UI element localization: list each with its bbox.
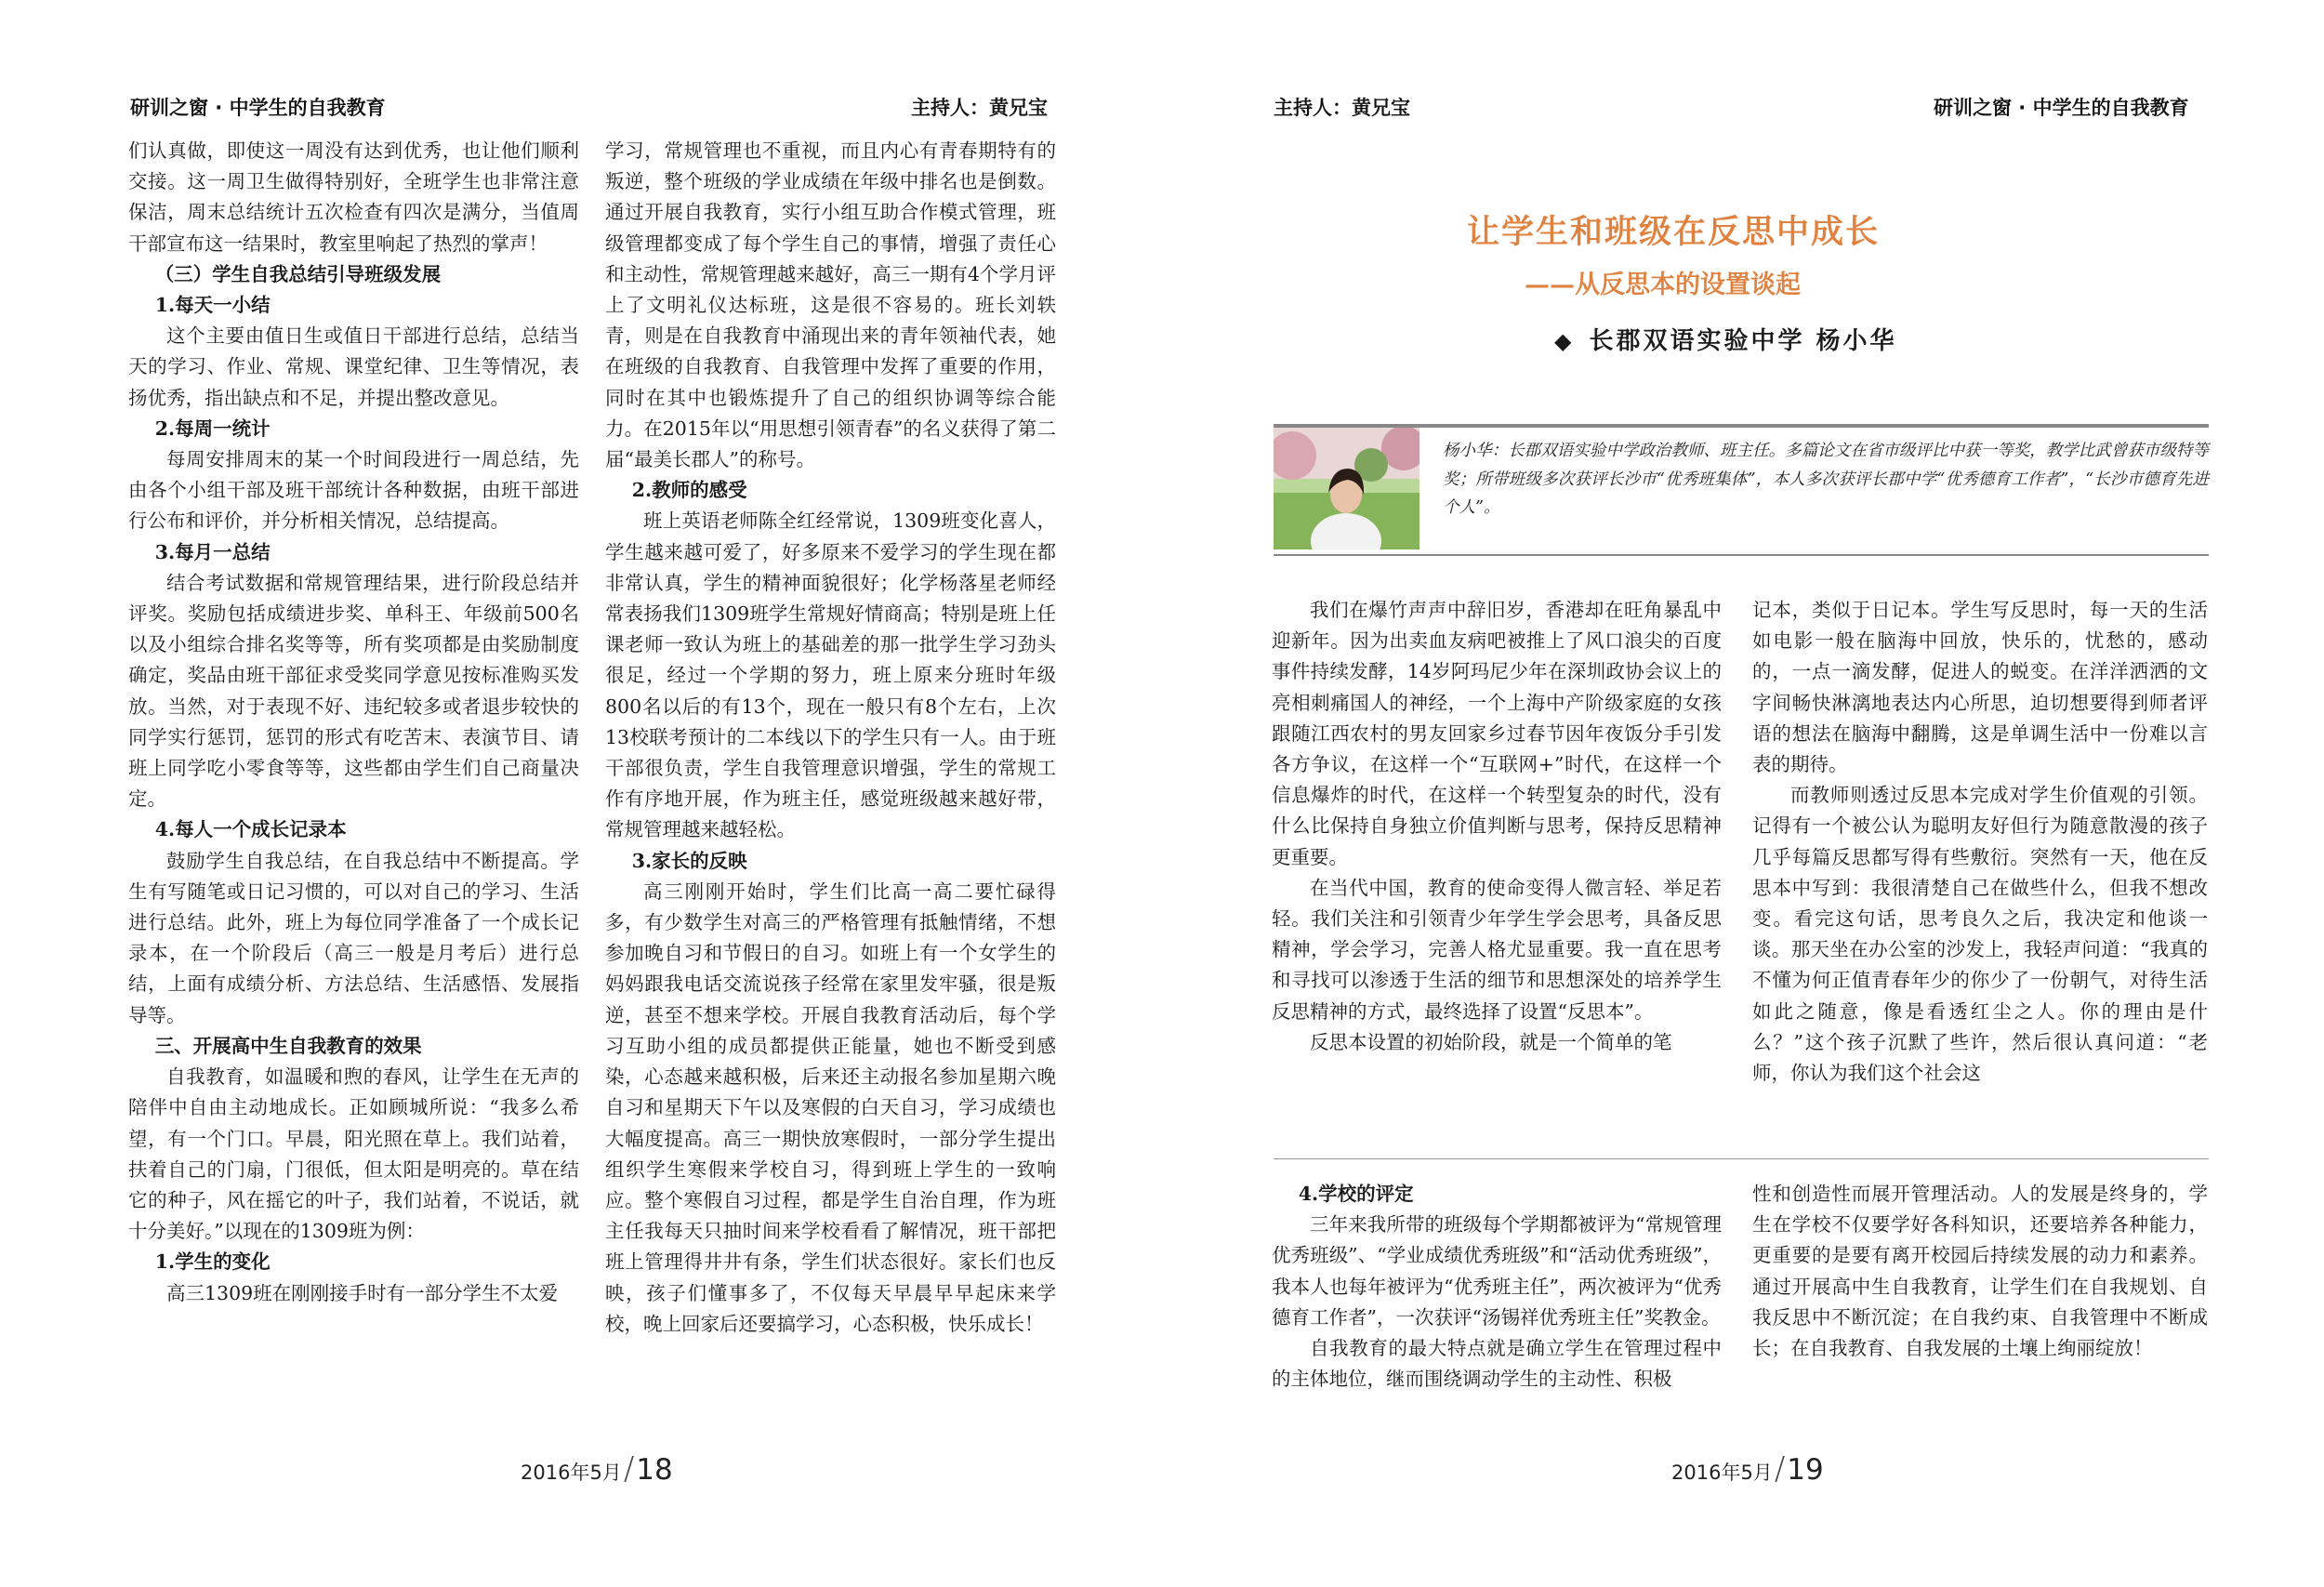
folio-date: 2016年5月 [521, 1461, 622, 1484]
subheading: 4.学校的评定 [1298, 1183, 1414, 1205]
article-title: 让学生和班级在反思中成长 [1466, 213, 1880, 251]
column-divider-rule [1274, 1158, 2209, 1159]
paragraph: 性和创造性而展开管理活动。人的发展是终身的，学生在学校不仅要学好各科知识，还要培养各种能力，更重要的是要有离开校园后持续发展的动力和素养。通过开展高中生自我教育，让学生们在自我规划、自我反思中不断沉淀；在自我约束、自我管理中不断成长；在自我教育、自我发展的土壤上绚丽绽放！ [1752, 1183, 2208, 1360]
right-page-column-4 [1752, 1179, 2208, 1364]
author-photo [1274, 428, 1419, 549]
paragraph: 在当代中国，教育的使命变得人微言轻、举足若轻。我们关注和引领青少年学生学会思考，具备反思精神，学会学习，完善人格尤显重要。我一直在思考和寻找可以渗透于生活的细节和思想深处的培养学生反思精神的方式，最终选择了设置“反思本”。 [1272, 876, 1722, 1023]
paragraph: 记本，类似于日记本。学生写反思时，每一天的生活如电影一般在脑海中回放，快乐的，忧愁的，感动的，一点一滴发酵，促进人的蜕变。在洋洋洒洒的文字间畅快淋漓地表达内心所思，迫切想要得到师者评语的想法在脑海中翻腾，这是单调生活中一份难以言表的期待。 [1752, 599, 2208, 776]
folio-date: 2016年5月 [1671, 1461, 1773, 1484]
left-page-column-1 [128, 136, 579, 1309]
article-subtitle: ——从反思本的设置谈起 [1525, 271, 1801, 299]
folio-page-number: 18 [636, 1453, 673, 1487]
folio-slash: / [623, 1450, 635, 1488]
left-page-column-2 [605, 136, 1056, 1340]
paragraph: 每周安排周末的某一个时间段进行一周总结，先由各个小组干部及班干部统计各种数据，由班干部进行公布和评价，并分析相关情况，总结提高。 [128, 448, 579, 533]
section-heading: （三）学生自我总结引导班级发展 [154, 262, 442, 285]
paragraph: 三年来我所带的班级每个学期都被评为“常规管理优秀班级”、“学业成绩优秀班级”和“活动优秀班级”，我本人也每年被评为“优秀班主任”，两次被评为“优秀德育工作者”，一次获评“汤锡祥优秀班主任”奖教金。 [1272, 1213, 1722, 1329]
diamond-bullet-icon: ◆ [1554, 327, 1575, 354]
folio-page-number: 19 [1787, 1453, 1824, 1487]
subheading: 3.家长的反映 [631, 849, 747, 872]
running-header-host: 主持人：黄兄宝 [1274, 97, 1410, 119]
paragraph: 结合考试数据和常规管理结果，进行阶段总结并评奖。奖励包括成绩进步奖、单科王、年级前500名以及小组综合排名奖等等，所有奖项都是由奖励制度确定，奖品由班干部征求受奖同学意见按标准购买发放。当然，对于表现不好、违纪较多或者退步较快的同学实行惩罚，惩罚的形式有吃苦末、表演节目、请班上同学吃小零食等等，这些都由学生们自己商量决定。 [128, 571, 579, 811]
paragraph: 学习，常规管理也不重视，而且内心有青春期特有的叛逆，整个班级的学业成绩在年级中排名也是倒数。通过开展自我教育，实行小组互助合作模式管理，班级管理都变成了每个学生自己的事情，增强了责任心和主动性，常规管理越来越好，高三一期有4个学月评上了文明礼仪达标班，这是很不容易的。班长刘轶青，则是在自我教育中涌现出来的青年领袖代表，她在班级的自我教育、自我管理中发挥了重要的作用，同时在其中也锻炼提升了自己的组织协调等综合能力。在2015年以“用思想引领青春”的名义获得了第二届“最美长郡人”的称号。 [605, 139, 1056, 471]
author-photo-illustration [1274, 428, 1419, 549]
subheading: 1.每天一小结 [154, 294, 271, 317]
right-page-column-1 [1272, 595, 1722, 1058]
paragraph: 们认真做，即使这一周没有达到优秀，也让他们顺利交接。这一周卫生做得特别好，全班学生也非常注意保洁，周末总结统计五次检查有四次是满分，当值周干部宣布这一结果时，教室里响起了热烈的掌声！ [128, 139, 579, 255]
right-page-column-3 [1272, 1179, 1722, 1395]
paragraph: 而教师则透过反思本完成对学生价值观的引领。记得有一个被公认为聪明友好但行为随意散漫的孩子几乎每篇反思都写得有些敷衍。突然有一天，他在反思本中写到：我很清楚自己在做些什么，但我不想改变。看完这句话，思考良久之后，我决定和他谈一谈。那天坐在办公室的沙发上，我轻声问道：“我真的不懂为何正值青春年少的你少了一份朝气，对待生活如此之随意，像是看透红尘之人。你的理由是什么？”这个孩子沉默了些许，然后很认真问道：“老师，你认为我们这个社会这 [1752, 784, 2208, 1085]
page-folio-left [521, 1450, 673, 1488]
section-heading: 三、开展高中生自我教育的效果 [154, 1034, 422, 1057]
paragraph: 这个主要由值日生或值日干部进行总结，总结当天的学习、作业、常规、课堂纪律、卫生等情况，表扬优秀，指出缺点和不足，并提出整改意见。 [128, 324, 579, 409]
paragraph: 高三1309班在刚刚接手时有一部分学生不太爱 [166, 1281, 559, 1304]
subheading: 2.教师的感受 [631, 479, 747, 502]
folio-slash: / [1774, 1450, 1786, 1488]
right-page-column-2 [1752, 595, 2208, 1089]
author-bio: 杨小华：长郡双语实验中学政治教师、班主任。多篇论文在省市级评比中获一等奖，教学比武曾获市级特等奖；所带班级多次获评长沙市“优秀班集体”，本人多次获评长郡中学“优秀德育工作者”，“长沙市德育先进个人”。 [1443, 442, 2209, 517]
running-header-section: 研训之窗 · 中学生的自我教育 [130, 97, 386, 119]
running-header-host: 主持人：黄兄宝 [911, 97, 1048, 119]
page-folio-right [1671, 1450, 1824, 1488]
paragraph: 鼓励学生自我总结，在自我总结中不断提高。学生有写随笔或日记习惯的，可以对自己的学习、生活进行总结。此外，班上为每位同学准备了一个成长记录本，在一个阶段后（高三一般是月考后）进行总结，上面有成绩分析、方法总结、生活感悟、发展指导等。 [128, 849, 579, 1026]
subheading: 2.每周一统计 [154, 417, 271, 440]
subheading: 3.每月一总结 [154, 540, 271, 563]
subheading: 4.每人一个成长记录本 [154, 818, 347, 841]
paragraph: 班上英语老师陈全红经常说，1309班变化喜人，学生越来越可爱了，好多原来不爱学习的学生现在都非常认真，学生的精神面貌很好；化学杨落星老师经常表扬我们1309班学生常规好情商高；特别是班上任课老师一致认为班上的基础差的那一批学生学习劲头很足，经过一个学期的努力，班上原来分班时年级800名以后的有13个，现在一般只有8个左右，上次13校联考预计的二本线以下的学生只有一人。由于班干部很负责，学生自我管理意识增强，学生的常规工作有序地开展，作为班主任，感觉班级越来越好带，常规管理越来越轻松。 [605, 509, 1056, 841]
paragraph: 我们在爆竹声声中辞旧岁，香港却在旺角暴乱中迎新年。因为出卖血友病吧被推上了风口浪尖的百度事件持续发酵，14岁阿玛尼少年在深圳政协会议上的亮相刺痛国人的神经，一个上海中产阶级家庭的女孩跟随江西农村的男友回家乡过春节因年夜饭分手引发各方争议，在这样一个“互联网+”时代，在这样一个信息爆炸的时代，在这样一个转型复杂的时代，没有什么比保持自身独立价值判断与思考，保持反思精神更重要。 [1272, 599, 1722, 868]
paragraph: 反思本设置的初始阶段，就是一个简单的笔 [1310, 1030, 1672, 1053]
paragraph: 自我教育的最大特点就是确立学生在管理过程中的主体地位，继而围绕调动学生的主动性、积极 [1272, 1337, 1722, 1391]
paragraph: 高三刚刚开始时，学生们比高一高二要忙碌得多，有少数学生对高三的严格管理有抵触情绪，不想参加晚自习和节假日的自习。如班上有一个女学生的妈妈跟我电话交流说孩子经常在家里发牢骚，很是叛逆，甚至不想来学校。开展自我教育活动后，每个学习互助小组的成员都提供正能量，她也不断受到感染，心态越来越积极，后来还主动报名参加星期六晚自习和星期天下午以及寒假的白天自习，学习成绩也大幅度提高。高三一期快放寒假时，一部分学生提出组织学生寒假来学校自习，得到班上学生的一致响应。整个寒假自习过程，都是学生自治自理，作为班主任我每天只抽时间来学校看看了解情况，班干部把班上管理得井井有条，学生们状态很好。家长们也反映，孩子们懂事多了，不仅每天早晨早早起床来学校，晚上回家后还要搞学习，心态积极，快乐成长！ [605, 879, 1056, 1335]
author-name: 长郡双语实验中学 杨小华 [1589, 327, 1897, 355]
running-header-section: 研训之窗 · 中学生的自我教育 [1934, 97, 2189, 119]
subheading: 1.学生的变化 [154, 1250, 271, 1274]
author-line [1554, 322, 1897, 356]
paragraph: 自我教育，如温暖和煦的春风，让学生在无声的陪伴中自由主动地成长。正如顾城所说：“我多么希望，有一个门口。早晨，阳光照在草上。我们站着，扶着自己的门扇，门很低，但太阳是明亮的。草在结它的种子，风在摇它的叶子，我们站着，不说话，就十分美好。”以现在的1309班为例： [128, 1065, 579, 1243]
